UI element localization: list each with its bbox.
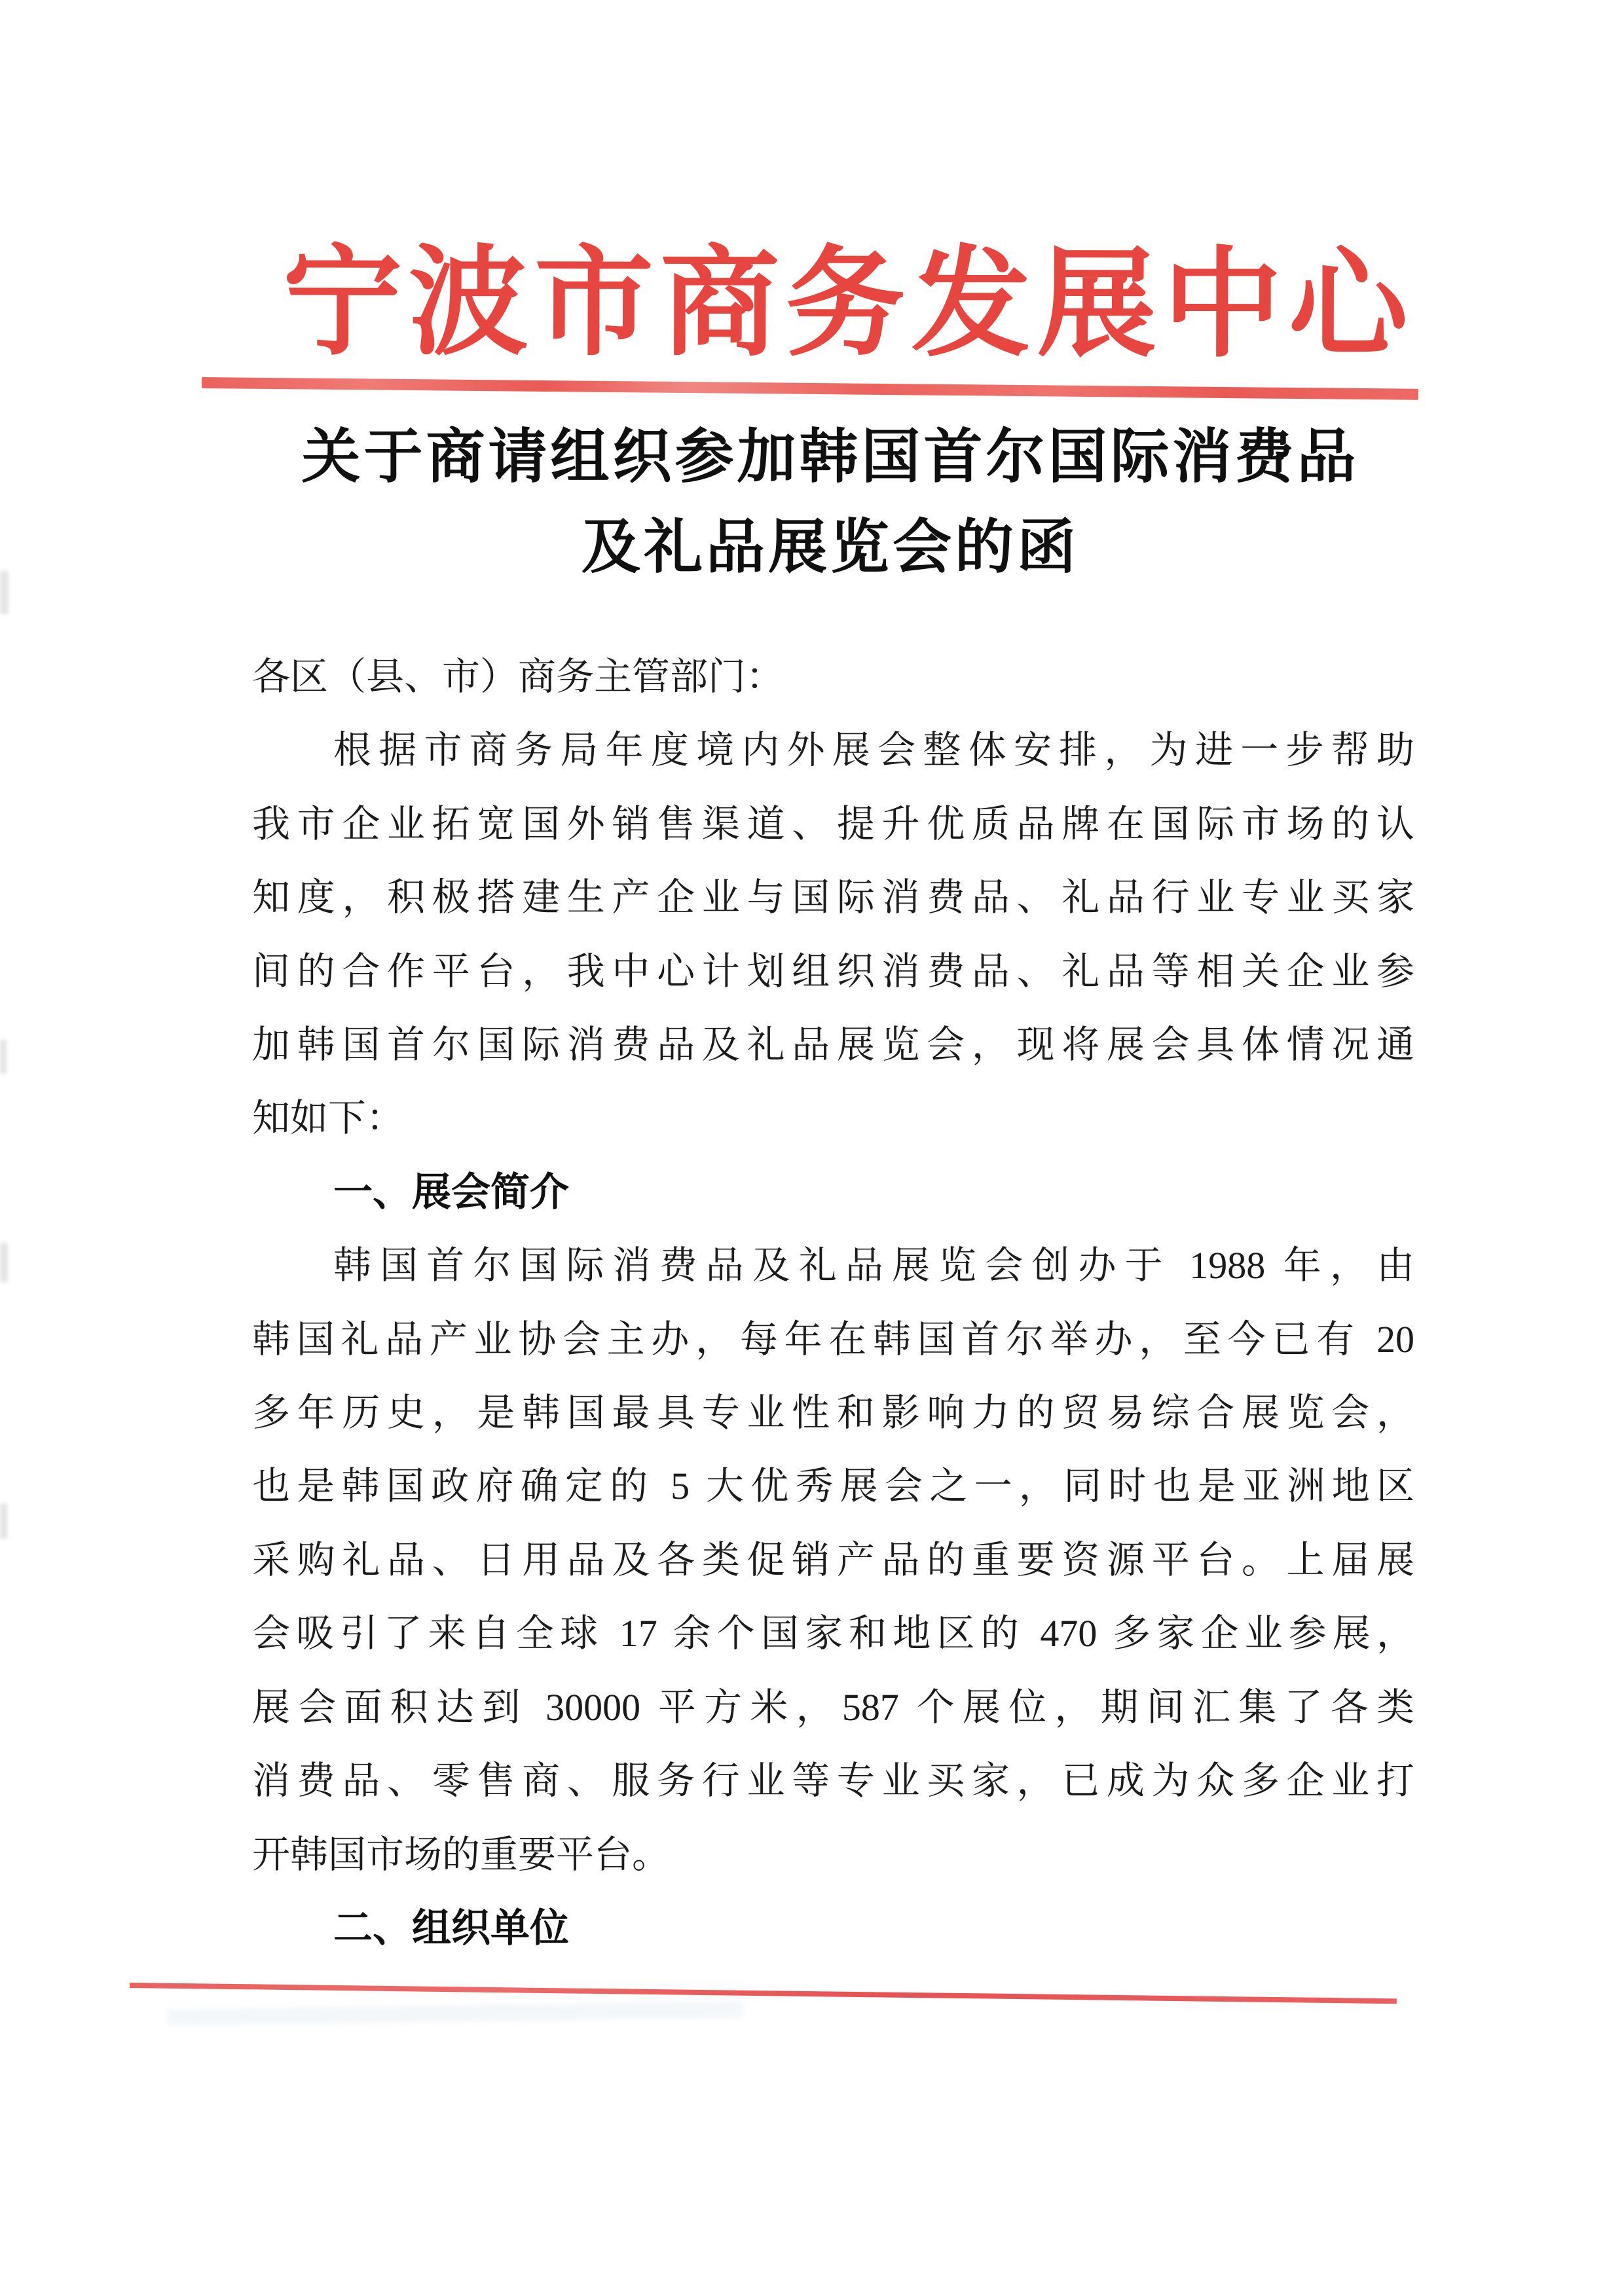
scan-smudge [0,571,9,614]
paragraph-line: 加韩国首尔国际消费品及礼品展览会，现将展会具体情况通 [252,1023,1414,1067]
paragraph-line: 我市企业拓宽国外销售渠道、提升优质品牌在国际市场的认 [252,802,1414,845]
paragraph-line: 采购礼品、日用品及各类促销产品的重要资源平台。上届展 [252,1538,1414,1581]
scan-smudge [0,1503,7,1539]
paragraph-line: 消费品、零售商、服务行业等专业买家，已成为众多企业打 [252,1759,1414,1803]
letterhead-rule [202,377,1418,400]
scan-smudge [0,1040,7,1074]
bottom-rule [130,1983,1397,2004]
paragraph-line: 也是韩国政府确定的 5 大优秀展会之一，同时也是亚洲地区 [252,1465,1414,1508]
section-heading-2: 二、组织单位 [333,1905,569,1950]
scan-smudge [0,1243,8,1282]
document-title-line-2: 及礼品展览会的函 [581,515,1079,580]
document-title [0,413,1624,593]
salutation: 各区（县、市）商务主管部门： [252,655,784,698]
paragraph-line: 根据市商务局年度境内外展会整体安排，为进一步帮助 [333,729,1414,772]
document-title-line-1: 关于商请组织参加韩国首尔国际消费品 [301,425,1359,490]
paragraph-line: 韩国礼品产业协会主办，每年在韩国首尔举办，至今已有 20 [252,1317,1414,1361]
paragraph-line: 开韩国市场的重要平台。 [252,1833,671,1876]
paragraph-line: 知度，积极搭建生产企业与国际消费品、礼品行业专业买家 [252,876,1414,919]
paragraph-line: 知如下： [252,1097,405,1140]
paragraph-line: 间的合作平台，我中心计划组织消费品、礼品等相关企业参 [252,949,1414,993]
paragraph-line: 多年历史，是韩国最具专业性和影响力的贸易综合展览会， [252,1391,1414,1435]
letterhead-org-name: 宁波市商务发展中心 [282,237,1415,373]
section-heading-1: 一、展会简介 [333,1169,569,1214]
paragraph-line: 韩国首尔国际消费品及礼品展览会创办于 1988 年，由 [333,1244,1414,1287]
paragraph-line: 会吸引了来自全球 17 余个国家和地区的 470 多家企业参展， [252,1612,1414,1655]
scan-streak [167,2001,743,2026]
paragraph-line: 展会面积达到 30000 平方米，587 个展位，期间汇集了各类 [252,1685,1414,1729]
letter-body [252,640,1414,1965]
